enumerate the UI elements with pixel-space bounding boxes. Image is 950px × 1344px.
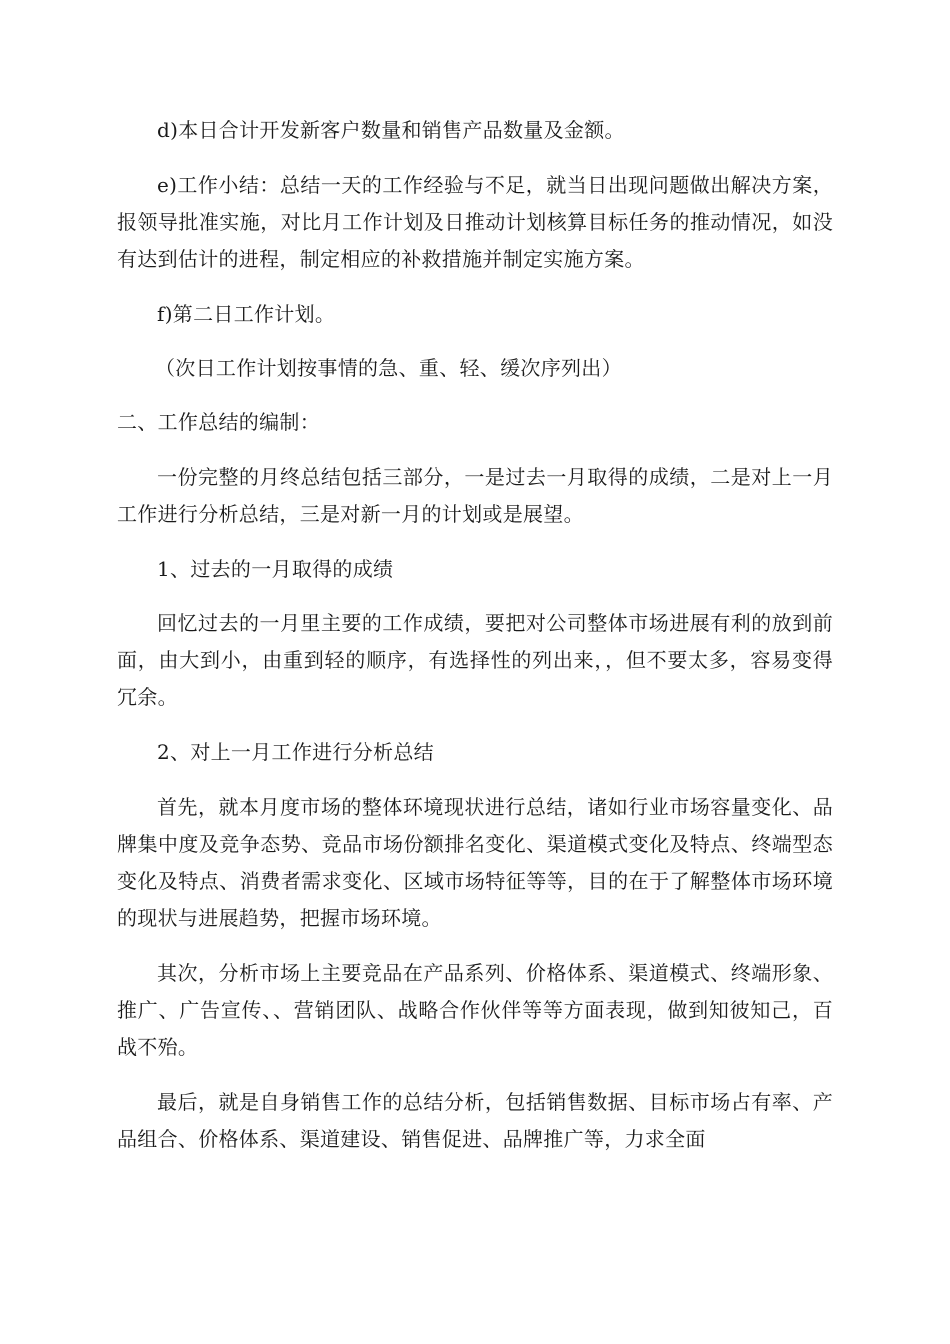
paragraph-next-day-plan: f)第二日工作计划。 [157,302,336,326]
paragraph-work-summary: e)工作小结：总结一天的工作经验与不足，就当日出现问题做出解决方案，报领导批准实施，对比月工作计划及日推动计划核算目标任务的推动情况，如没有达到估计的进程，制定相应的补救措施并制定实施方案。 [117,173,833,271]
paragraph-second: 其次，分析市场上主要竞品在产品系列、价格体系、渠道模式、终端形象、推广、广告宣传、、营销团队、战略合作伙伴等等方面表现，做到知彼知己，百战不殆。 [117,961,833,1059]
paragraph-last: 最后，就是自身销售工作的总结分析，包括销售数据、目标市场占有率、产品组合、价格体系、渠道建设、销售促进、品牌推广等，力求全面 [117,1090,833,1151]
subheading-analysis: 2、对上一月工作进行分析总结 [157,740,434,764]
subheading-achievements: 1、过去的一月取得的成绩 [157,557,394,581]
section-heading-2: 二、工作总结的编制： [117,410,320,434]
paragraph-daily-totals: d)本日合计开发新客户数量和销售产品数量及金额。 [157,118,625,142]
paragraph-achievements-body: 回忆过去的一月里主要的工作成绩，要把对公司整体市场进展有利的放到前面，由大到小，由重到轻的顺序，有选择性的列出来，，但不要太多，容易变得冗余。 [117,611,833,709]
paragraph-plan-note: （次日工作计划按事情的急、重、轻、缓次序列出） [155,356,622,380]
paragraph-summary-intro: 一份完整的月终总结包括三部分，一是过去一月取得的成绩，二是对上一月工作进行分析总结，三是对新一月的计划或是展望。 [117,465,833,526]
paragraph-first: 首先，就本月度市场的整体环境现状进行总结，诸如行业市场容量变化、品牌集中度及竞争态势、竞品市场份额排名变化、渠道模式变化及特点、终端型态变化及特点、消费者需求变化、区域市场特征等等，目的在于了解整体市场环境的现状与进展趋势，把握市场环境。 [117,795,833,930]
